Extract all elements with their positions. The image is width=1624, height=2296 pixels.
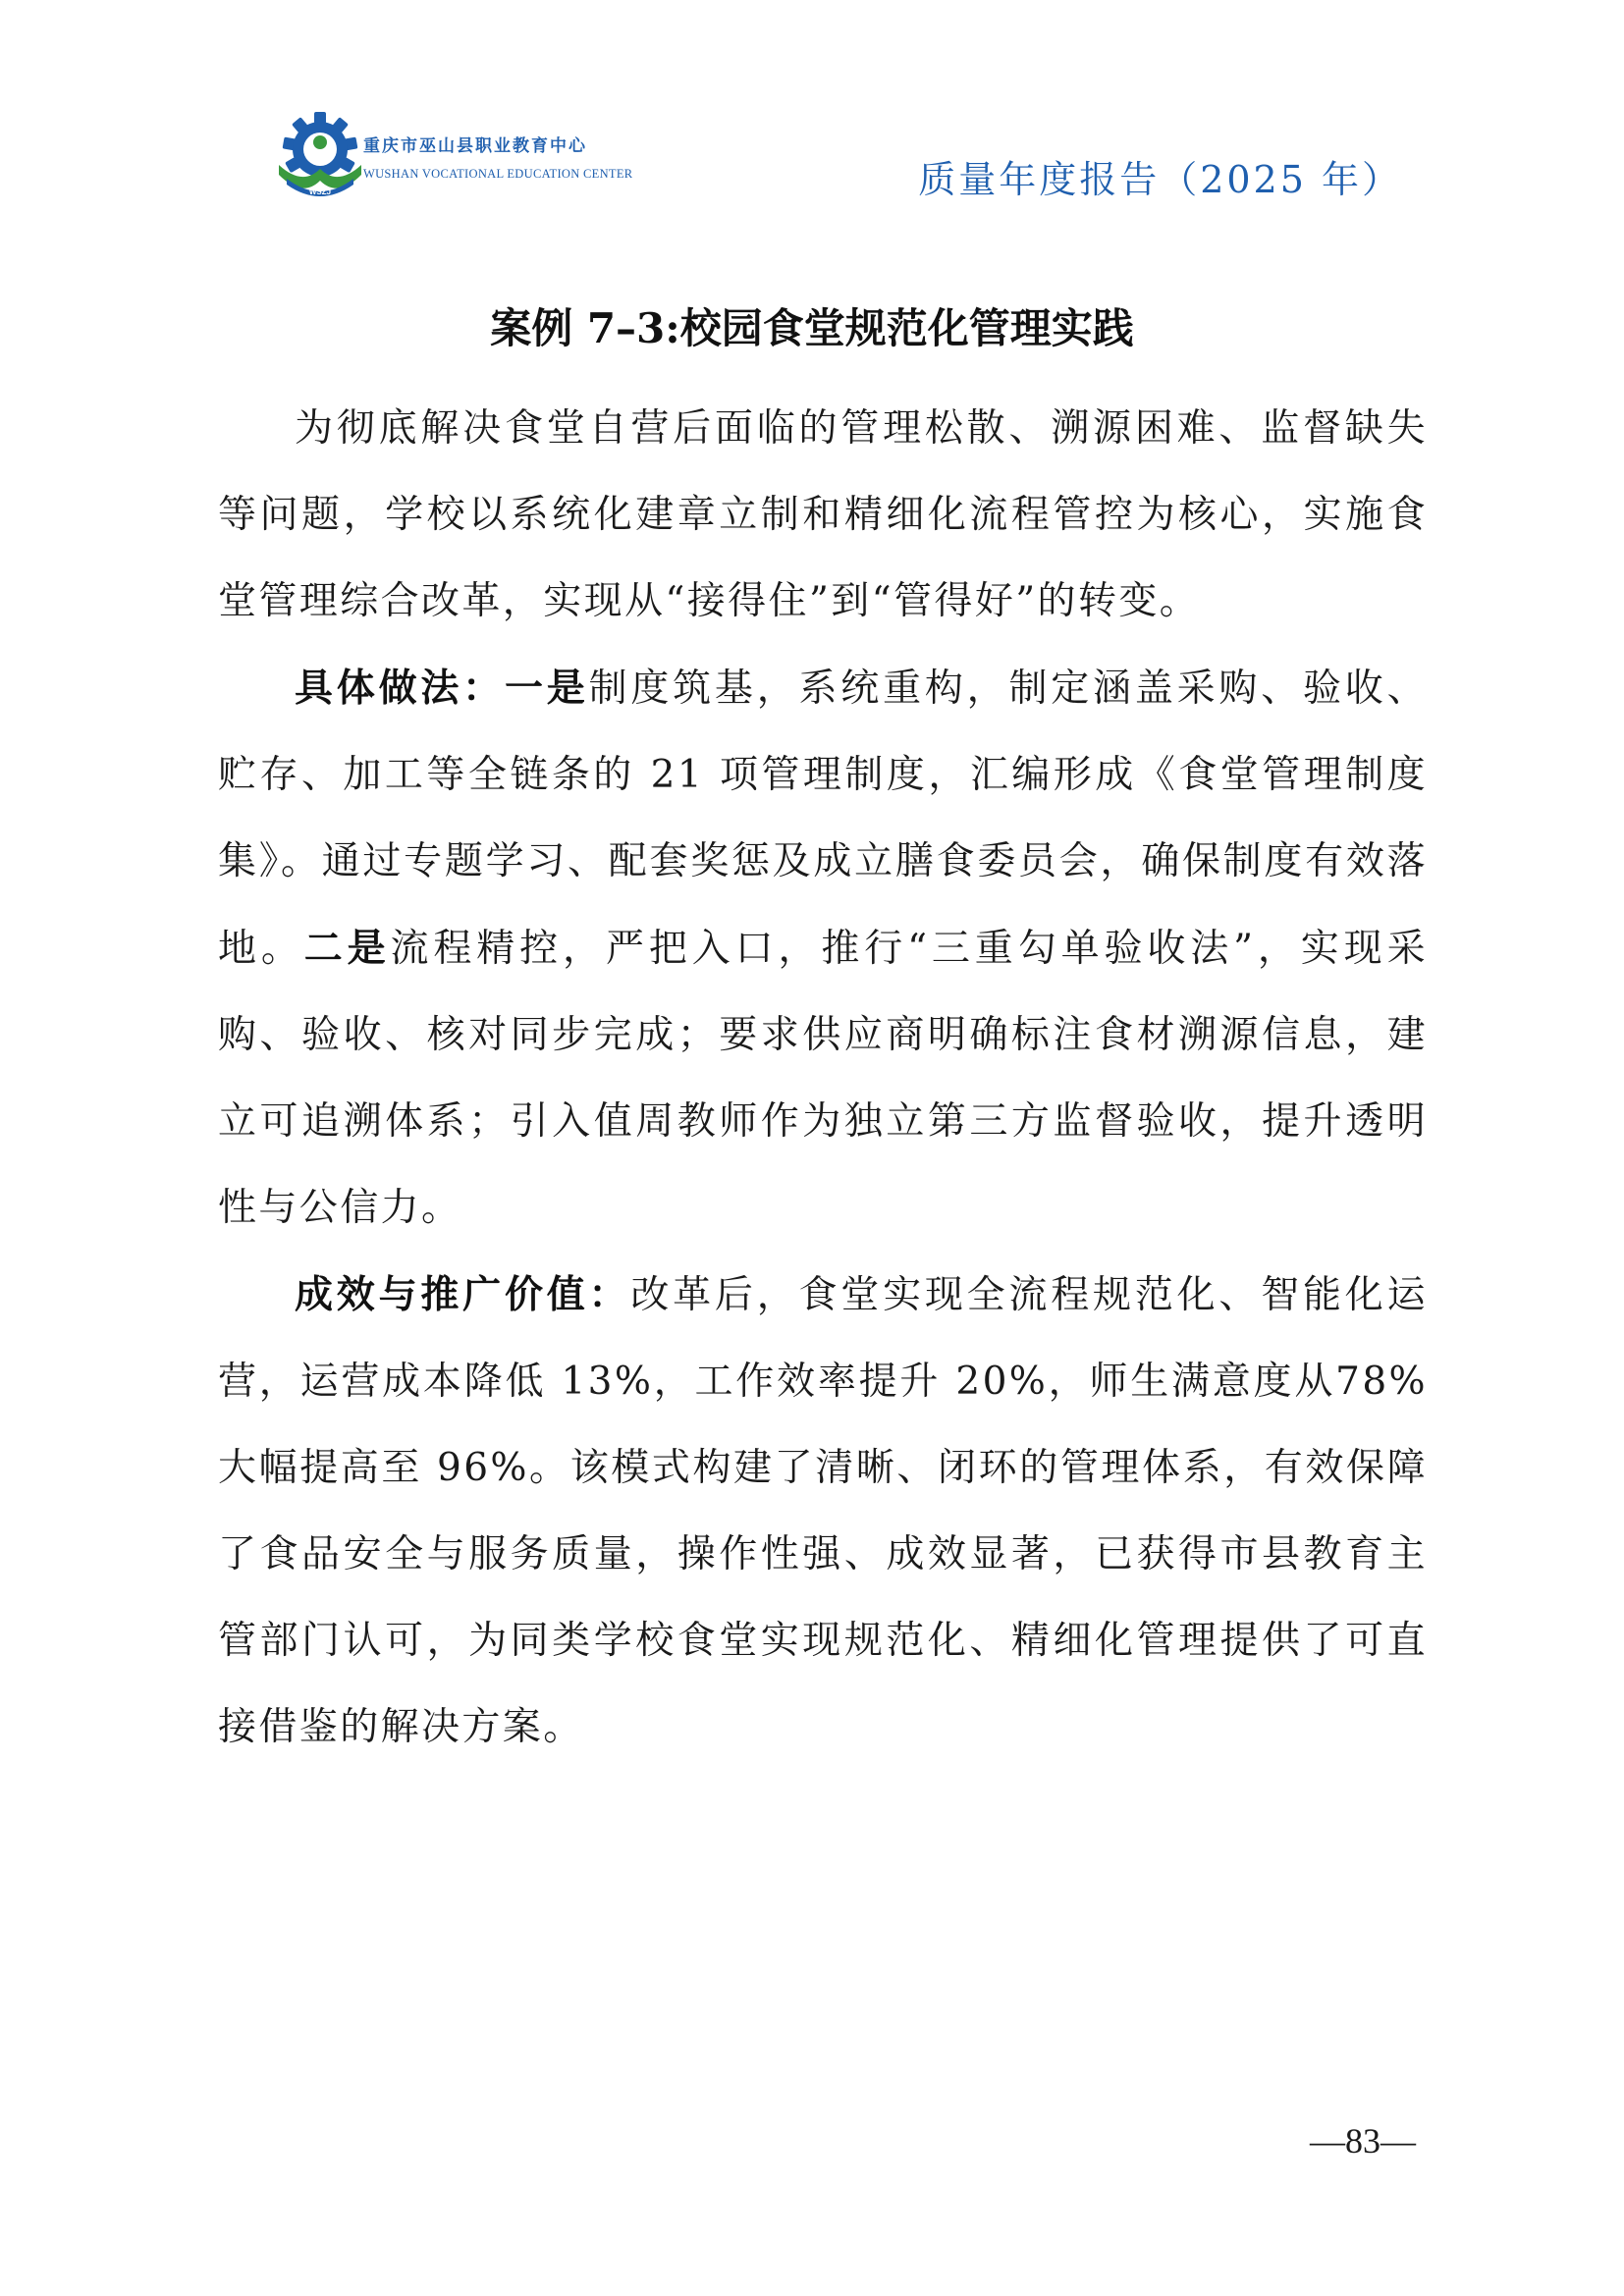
results-text: 改革后，食堂实现全流程规范化、智能化运营，运营成本降低 13%，工作效率提升 20%，师生满意度从78%大幅提高至 96%。该模式构建了清晰、闭环的管理体系，有效保障了食品安全与服务质量，操作性强、成效显著，已获得市县教育主管部门认可，为同类学校食堂实现规范化、精细化管理提供了可直接借鉴的解决方案。 [218, 1273, 1428, 1749]
second-text: 流程精控，严把入口，推行“三重勾单验收法”，实现采购、验收、核对同步完成；要求供应商明确标注食材溯源信息，建立可追溯体系；引入值周教师作为独立第三方监督验收，提升透明性与公信力。 [218, 927, 1428, 1230]
report-title: 质量年度报告（2025 年） [918, 158, 1402, 201]
second-label: 二是 [303, 926, 391, 971]
first-text: 制度筑基，系统重构，制定涵盖采购、验收、贮存、加工等全链条的 21 项管理制度，汇编形成《食堂管理制度集》。通过专题学习、配套奖惩及成立膳食委员会，确保制度有效落地。 [218, 667, 1428, 971]
logo-text-cn: 重庆市巫山县职业教育中心 [363, 136, 587, 156]
logo-badge: WSZJ [308, 187, 332, 196]
logo-text-en: WUSHAN VOCATIONAL EDUCATION CENTER [363, 167, 633, 181]
intro-paragraph: 为彻底解决食堂自营后面临的管理松散、溯源困难、监督缺失等问题，学校以系统化建章立制和精细化流程管控为核心，实施食堂管理综合改革，实现从“接得住”到“管得好”的转变。 [218, 406, 1428, 623]
first-label: 一是 [504, 666, 589, 711]
school-logo [273, 110, 633, 200]
article-body [218, 386, 1428, 1771]
case-title: 案例 7–3:校园食堂规范化管理实践 [490, 304, 1134, 352]
results-lead: 成效与推广价值： [295, 1272, 631, 1317]
gear-logo-icon [273, 110, 367, 200]
practice-paragraph [218, 645, 1428, 1252]
results-paragraph [218, 1252, 1428, 1771]
practice-lead: 具体做法： [295, 666, 505, 711]
page-number: —83— [1310, 2121, 1416, 2161]
